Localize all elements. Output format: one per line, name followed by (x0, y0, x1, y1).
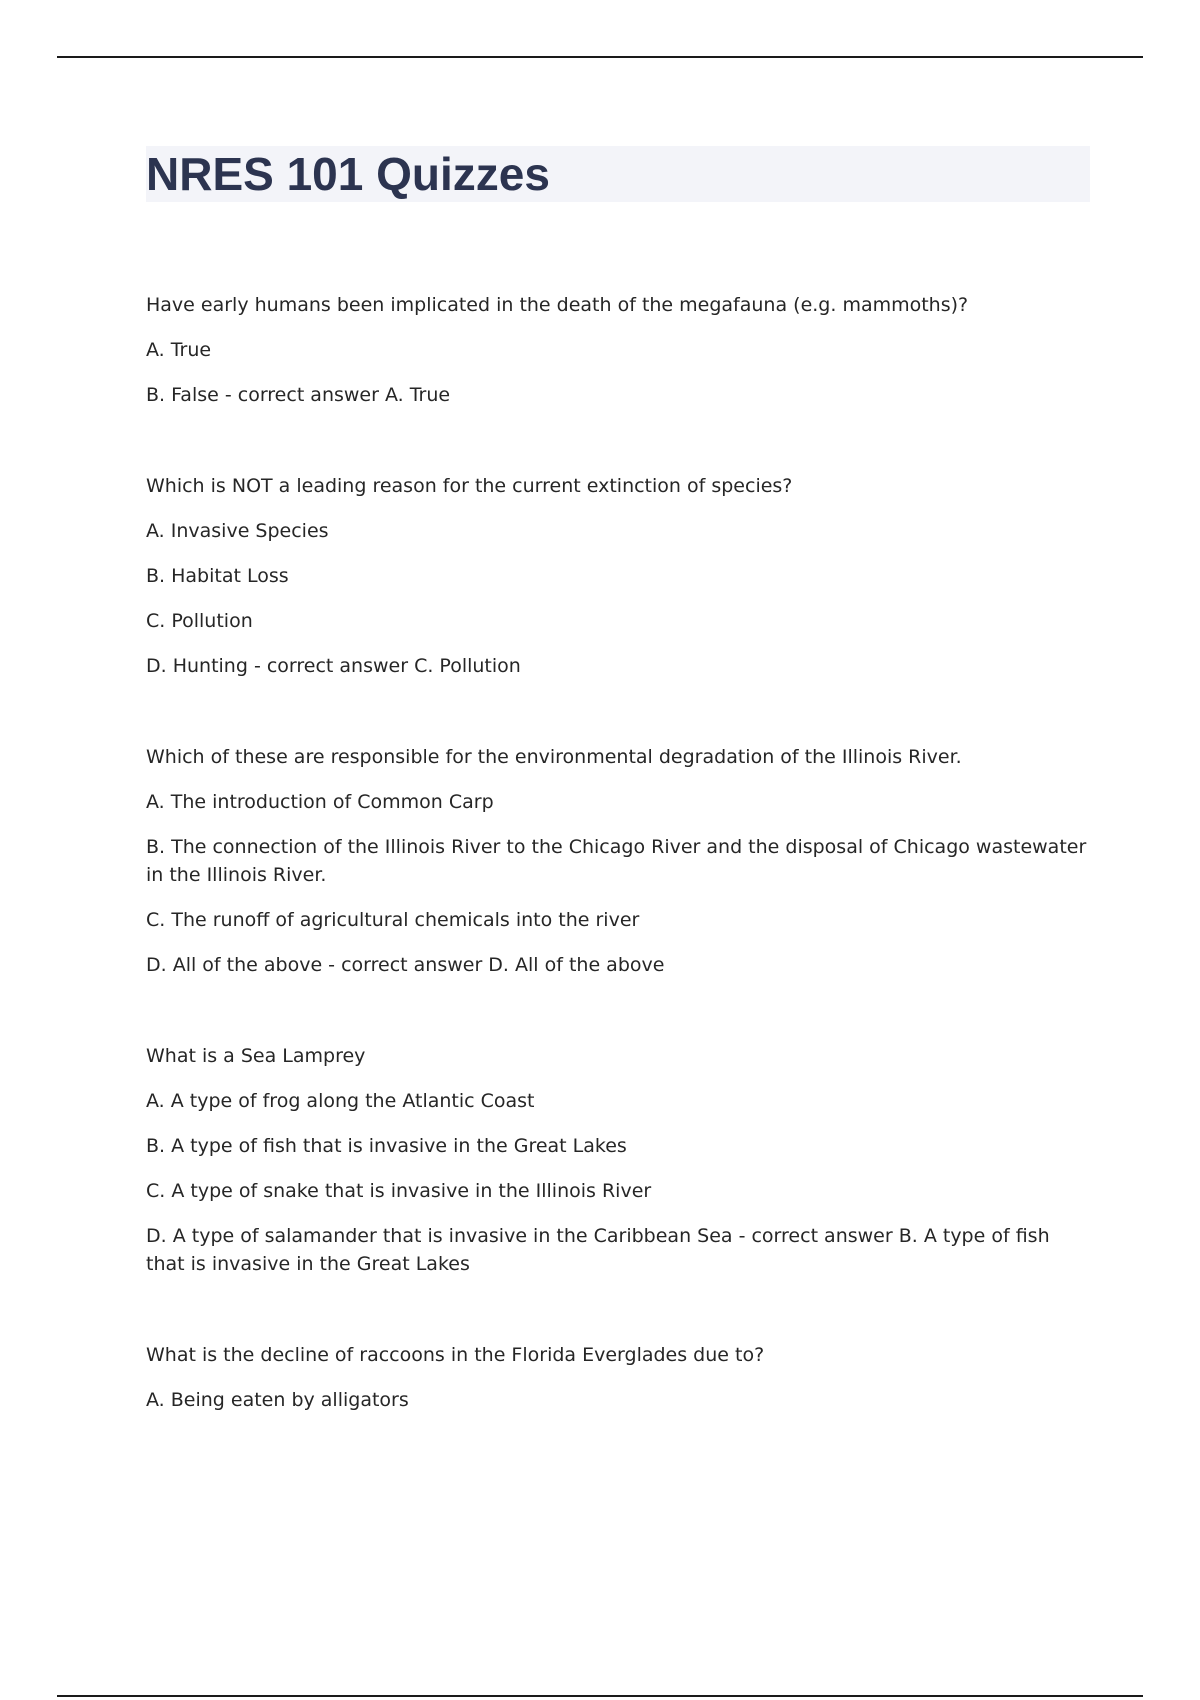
quiz-content (146, 291, 1091, 1477)
answer-option: B. A type of fish that is invasive in the Great Lakes (146, 1135, 627, 1157)
answer-option: D. A type of salamander that is invasive in the Caribbean Sea - correct answer B. A type of fish that is invasive in the Great Lakes (146, 1225, 1050, 1275)
page-title: NRES 101 Quizzes (146, 148, 550, 200)
question-prompt: Which is NOT a leading reason for the current extinction of species? (146, 475, 793, 497)
question-prompt: Which of these are responsible for the environmental degradation of the Illinois River. (146, 746, 962, 768)
question-1 (146, 291, 1091, 409)
bottom-divider (57, 1695, 1143, 1697)
answer-option: A. Invasive Species (146, 520, 329, 542)
answer-option: C. Pollution (146, 610, 253, 632)
answer-option: B. The connection of the Illinois River to the Chicago River and the disposal of Chicago wastewater in the Illinois River. (146, 836, 1087, 886)
answer-option: A. A type of frog along the Atlantic Coast (146, 1090, 535, 1112)
answer-option: A. True (146, 339, 212, 361)
question-4 (146, 1042, 1091, 1278)
answer-option: C. A type of snake that is invasive in the Illinois River (146, 1180, 652, 1202)
question-prompt: Have early humans been implicated in the death of the megafauna (e.g. mammoths)? (146, 294, 969, 316)
question-2 (146, 472, 1091, 680)
question-prompt: What is a Sea Lamprey (146, 1045, 366, 1067)
answer-option: A. The introduction of Common Carp (146, 791, 494, 813)
top-divider (57, 56, 1143, 58)
answer-option: C. The runoff of agricultural chemicals into the river (146, 909, 640, 931)
answer-option: D. Hunting - correct answer C. Pollution (146, 655, 521, 677)
answer-option: A. Being eaten by alligators (146, 1389, 409, 1411)
question-prompt: What is the decline of raccoons in the Florida Everglades due to? (146, 1344, 765, 1366)
answer-option: D. All of the above - correct answer D. All of the above (146, 954, 665, 976)
answer-option: B. False - correct answer A. True (146, 384, 451, 406)
answer-option: B. Habitat Loss (146, 565, 289, 587)
question-5 (146, 1341, 1091, 1414)
question-3 (146, 743, 1091, 979)
